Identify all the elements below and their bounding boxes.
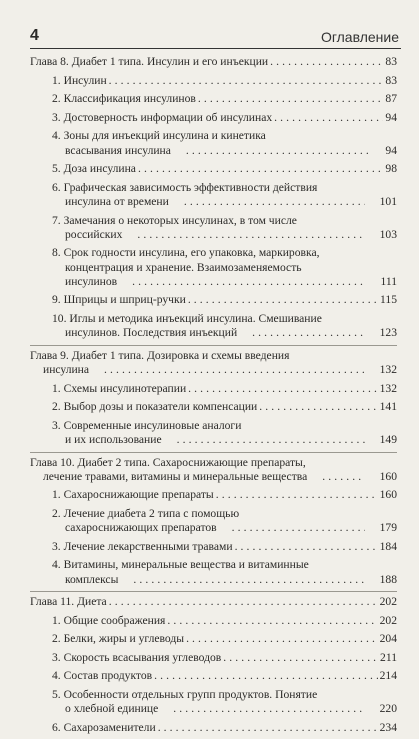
- toc-entry-text: 3. Лечение лекарственными травами: [52, 539, 233, 553]
- toc-page-number: 204: [379, 632, 397, 646]
- toc-entry-text: российских: [65, 227, 123, 241]
- toc-chapter-entry[interactable]: [30, 595, 397, 609]
- toc-entry-text: 1. Схемы инсулинотерапии: [52, 381, 187, 395]
- toc-section-entry[interactable]: [30, 111, 397, 125]
- toc-section-entry[interactable]: [30, 312, 397, 340]
- toc-section-entry[interactable]: [30, 293, 397, 307]
- toc-entry-text: 4. Состав продуктов: [52, 669, 153, 683]
- toc-entry-text: Глава 9. Диабет 1 типа. Дозировка и схемы введения: [30, 348, 290, 362]
- toc-entry-text: инсулинов: [65, 274, 118, 288]
- toc-section-entry[interactable]: [30, 400, 397, 414]
- toc-entry-text: 1. Общие соображения: [52, 613, 166, 627]
- toc-entry-text: всасывания инсулина: [65, 143, 171, 157]
- dot-leader: [109, 74, 384, 88]
- toc-entry-text: 7. Замечания о некоторых инсулинах, в том числе: [52, 213, 297, 227]
- toc-section-entry[interactable]: [30, 688, 397, 716]
- dot-leader: [235, 540, 378, 554]
- toc-entry-text: 8. Срок годности инсулина, его упаковка, маркировка,: [52, 246, 320, 260]
- toc-entry-text: и их использование: [65, 432, 162, 446]
- toc-section-entry[interactable]: [30, 382, 397, 396]
- toc-entry-text: 3. Достоверность информации об инсулинах: [52, 110, 273, 124]
- dot-leader: [239, 326, 364, 340]
- toc-section-entry[interactable]: [30, 181, 397, 209]
- toc-page-number: 87: [385, 92, 397, 106]
- toc-chapter-entry[interactable]: [30, 456, 397, 484]
- dot-leader: [91, 363, 365, 377]
- toc-page-number: 101: [379, 194, 397, 208]
- dot-leader: [158, 721, 378, 735]
- toc-page-number: 202: [379, 613, 397, 627]
- toc-page-number: 160: [379, 469, 397, 483]
- toc-page-number: 111: [380, 274, 397, 288]
- dot-leader: [154, 669, 378, 683]
- toc-entry-text: 9. Шприцы и шприц-ручки: [52, 293, 186, 307]
- toc-entry-text: концентрация и хранение. Взаимозаменяемость: [65, 260, 302, 274]
- toc-entry-text: 6. Сахарозаменители: [52, 720, 156, 734]
- toc-entry-text: Глава 10. Диабет 2 типа. Сахароснижающие препараты,: [30, 455, 306, 469]
- toc-page-number: 179: [379, 521, 397, 535]
- toc-page-number: 202: [379, 595, 397, 609]
- running-header: [30, 26, 401, 49]
- toc-page-number: 211: [380, 650, 397, 664]
- dot-leader: [219, 521, 365, 535]
- toc-entry-text: 4. Витамины, минеральные вещества и витаминные: [52, 558, 309, 572]
- toc-entry-text: 2. Белки, жиры и углеводы: [52, 632, 185, 646]
- dot-leader: [164, 433, 365, 447]
- toc-entry-text: лечение травами, витамины и минеральные вещества: [43, 469, 308, 483]
- toc-section-entry[interactable]: [30, 721, 397, 735]
- toc-page-number: 214: [379, 669, 397, 683]
- toc-entry-text: 2. Классификация инсулинов: [52, 92, 196, 106]
- toc-entry-text: 2. Выбор дозы и показатели компенсации: [52, 400, 258, 414]
- toc-section-entry[interactable]: [30, 540, 397, 554]
- dot-leader: [259, 400, 377, 414]
- dot-leader: [160, 702, 364, 716]
- toc-entry-text: инсулинов. Последствия инъекций: [65, 326, 238, 340]
- toc-section-entry[interactable]: [30, 74, 397, 88]
- toc-page-number: 188: [379, 572, 397, 586]
- dot-leader: [216, 488, 378, 502]
- dot-leader: [188, 293, 378, 307]
- toc-entry-text: 1. Инсулин: [52, 73, 107, 87]
- toc-entry-text: инсулина от времени: [65, 194, 169, 208]
- page-number: 4: [30, 27, 39, 44]
- toc-page-number: 132: [379, 362, 397, 376]
- toc-entry-text: Глава 8. Диабет 1 типа. Инсулин и его инъекции: [30, 55, 269, 68]
- toc-page-number: 234: [379, 720, 397, 734]
- table-of-contents: [30, 55, 397, 739]
- toc-page-number: 103: [379, 227, 397, 241]
- toc-chapter-entry[interactable]: [30, 55, 397, 69]
- toc-entry-text: 4. Зоны для инъекций инсулина и кинетика: [52, 129, 266, 143]
- dot-leader: [167, 614, 377, 628]
- toc-section-entry[interactable]: [30, 558, 397, 586]
- toc-entry-text: 6. Графическая зависимость эффективности действия: [52, 180, 318, 194]
- toc-page-number: 94: [385, 143, 397, 157]
- dot-leader: [186, 632, 378, 646]
- dot-leader: [198, 92, 384, 106]
- toc-entry-text: Глава 11. Диета: [30, 595, 107, 609]
- toc-section-entry[interactable]: [30, 419, 397, 447]
- toc-entry-text: 1. Сахароснижающие препараты: [52, 488, 214, 502]
- toc-entry-text: 2. Лечение диабета 2 типа с помощью: [52, 506, 240, 520]
- dot-leader: [119, 275, 365, 289]
- toc-section-entry[interactable]: [30, 632, 397, 646]
- toc-page-number: 98: [385, 162, 397, 176]
- toc-page-number: 184: [379, 539, 397, 553]
- toc-section-entry[interactable]: [30, 129, 397, 157]
- chapter-separator: [30, 345, 397, 346]
- dot-leader: [223, 651, 378, 665]
- toc-page-number: 94: [385, 110, 397, 124]
- dot-leader: [270, 55, 383, 69]
- chapter-separator: [30, 591, 397, 592]
- dot-leader: [171, 195, 365, 209]
- dot-leader: [274, 111, 383, 125]
- dot-leader: [138, 162, 383, 176]
- running-title: Оглавление: [320, 29, 399, 45]
- dot-leader: [173, 144, 370, 158]
- toc-section-entry[interactable]: [30, 214, 397, 242]
- toc-section-entry[interactable]: [30, 488, 397, 502]
- dot-leader: [109, 595, 378, 609]
- toc-page-number: 149: [379, 432, 397, 446]
- toc-page-number: 220: [379, 702, 397, 716]
- toc-entry-text: 5. Особенности отдельных групп продуктов. Понятие: [52, 688, 318, 702]
- toc-page-number: 83: [385, 55, 397, 68]
- toc-entry-text: инсулина: [43, 362, 90, 376]
- toc-chapter-entry[interactable]: [30, 349, 397, 377]
- toc-page-number: 83: [385, 73, 397, 87]
- toc-page-number: 123: [379, 326, 397, 340]
- toc-section-entry[interactable]: [30, 246, 397, 289]
- toc-page-number: 160: [379, 488, 397, 502]
- toc-entry-text: сахароснижающих препаратов: [65, 521, 217, 535]
- toc-entry-text: комплексы: [65, 572, 119, 586]
- toc-section-entry[interactable]: [30, 162, 397, 176]
- dot-leader: [120, 573, 364, 587]
- toc-section-entry[interactable]: [30, 669, 397, 683]
- toc-section-entry[interactable]: [30, 507, 397, 535]
- dot-leader: [188, 382, 377, 396]
- toc-page-number: 132: [379, 381, 397, 395]
- toc-entry-text: 3. Современные инсулиновые аналоги: [52, 418, 242, 432]
- toc-section-entry[interactable]: [30, 92, 397, 106]
- toc-entry-text: о хлебной единице: [65, 702, 159, 716]
- dot-leader: [124, 228, 364, 242]
- dot-leader: [309, 470, 364, 484]
- toc-section-entry[interactable]: [30, 614, 397, 628]
- toc-page-number: 141: [379, 400, 397, 414]
- toc-entry-text: 10. Иглы и методика инъекций инсулина. Смешивание: [52, 311, 322, 325]
- chapter-separator: [30, 452, 397, 453]
- toc-entry-text: 3. Скорость всасывания углеводов: [52, 650, 222, 664]
- toc-page-number: 115: [380, 293, 397, 307]
- toc-section-entry[interactable]: [30, 651, 397, 665]
- toc-entry-text: 5. Доза инсулина: [52, 162, 136, 176]
